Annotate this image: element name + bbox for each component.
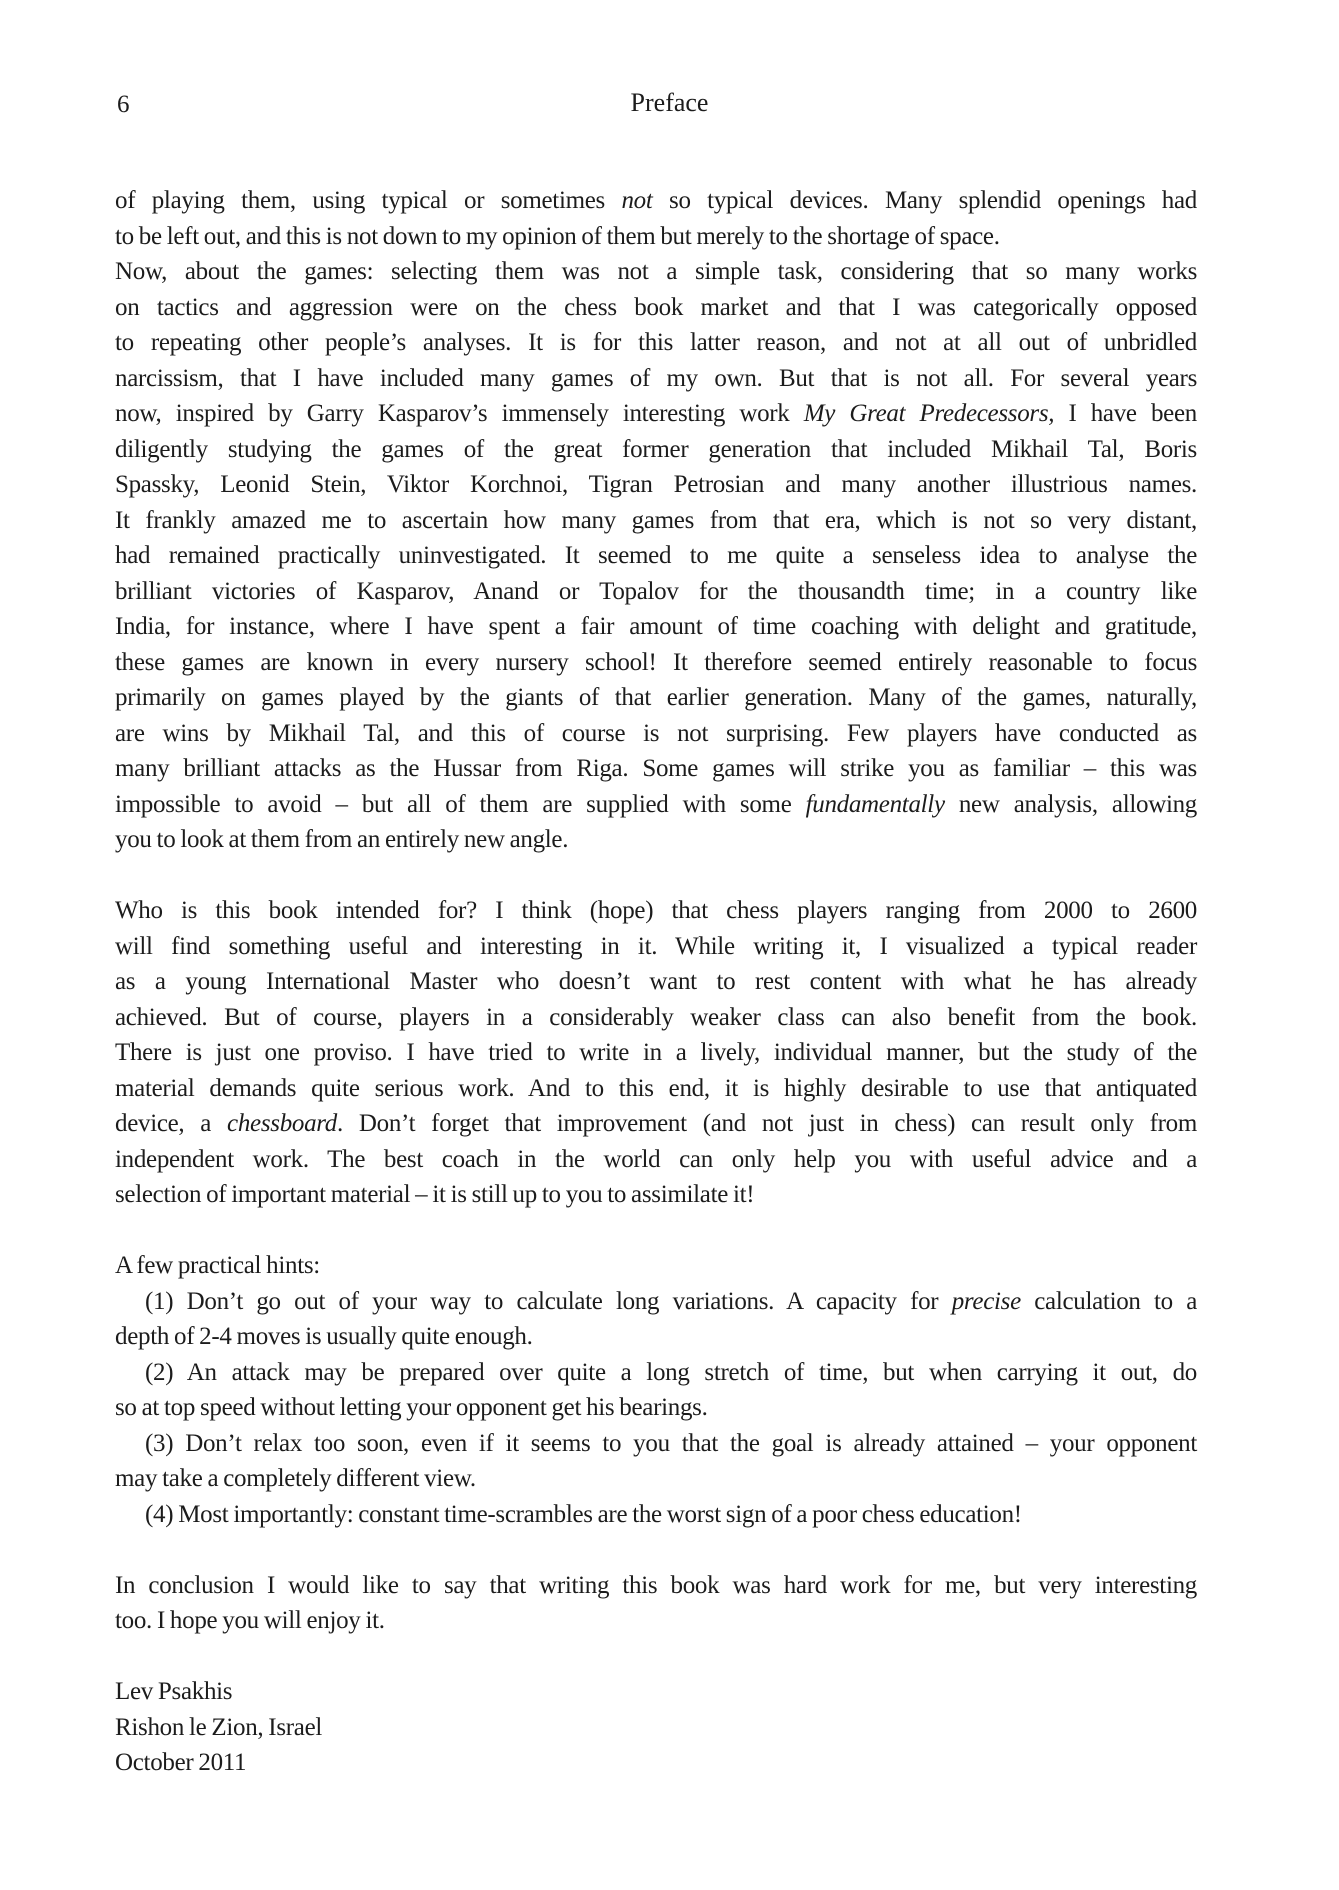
text-segment: Spassky, Leonid Stein, Viktor Korchnoi, Tigran Petrosian and many another illustrious names. <box>115 471 1197 498</box>
text-segment: A few practical hints: <box>115 1252 320 1279</box>
text-segment: In conclusion I would like to say that writing this book was hard work for me, but very interesting <box>115 1571 1197 1599</box>
paragraph-opening <box>115 183 1197 858</box>
text-segment: I have been <box>1054 400 1197 427</box>
text-segment: had remained practically uninvestigated. It seemed to me quite a senseless idea to analyse the <box>115 542 1197 569</box>
text-segment: will find something useful and interesting in it. While writing it, I visualized a typical reader <box>115 932 1197 960</box>
text-line <box>115 361 1197 397</box>
text-segment: diligently studying the games of the great former generation that included Mikhail Tal, Boris <box>115 435 1197 463</box>
text-segment: of playing them, using typical or sometimes <box>115 187 622 214</box>
italic-text: chessboard <box>227 1110 337 1137</box>
paragraph-audience <box>115 893 1197 1213</box>
text-segment: independent work. The best coach in the world can only help you with useful advice and a <box>115 1145 1197 1173</box>
running-header <box>0 88 1339 124</box>
text-line <box>115 1390 1197 1426</box>
text-segment: impossible to avoid – but all of them are supplied with some <box>115 790 806 818</box>
text-line <box>115 1248 1197 1284</box>
text-segment: There is just one proviso. I have tried to write in a lively, individual manner, but the study of the <box>115 1039 1197 1066</box>
text-segment: to be left out, and this is not down to my opinion of them but merely to the shortage of space. <box>115 222 1000 250</box>
text-segment: on tactics and aggression were on the chess book market and that I was categorically opposed <box>115 293 1197 321</box>
text-line <box>115 396 1197 432</box>
text-line <box>115 183 1197 219</box>
text-line <box>115 254 1197 290</box>
text-line <box>115 1745 1197 1781</box>
text-segment: these games are known in every nursery school! It therefore seemed entirely reasonable to focus <box>115 648 1197 676</box>
text-segment: Rishon le Zion, Israel <box>115 1713 323 1741</box>
text-line <box>115 964 1197 1000</box>
text-segment: Who is this book intended for? I think (hope) that chess players ranging from 2000 to 2600 <box>115 897 1197 924</box>
text-line <box>115 1142 1197 1178</box>
page-number: 6 <box>117 91 130 118</box>
text-line <box>115 1319 1197 1355</box>
text-line <box>115 1674 1197 1710</box>
text-segment: primarily on games played by the giants of that earlier generation. Many of the games, naturally, <box>115 684 1197 711</box>
text-line <box>115 219 1197 255</box>
text-line <box>115 645 1197 681</box>
text-line <box>115 751 1197 787</box>
text-segment: depth of 2-4 moves is usually quite enough. <box>115 1323 533 1350</box>
text-line <box>115 1568 1197 1604</box>
text-segment: . Don’t forget that improvement (and not just in chess) can result only from <box>337 1110 1197 1137</box>
text-segment: (1) Don’t go out of your way to calculate long variations. A capacity for <box>145 1287 952 1315</box>
text-segment: you to look at them from an entirely new angle. <box>115 826 569 853</box>
body-text <box>115 183 1197 1781</box>
text-segment: may take a completely different view. <box>115 1465 476 1492</box>
italic-text: fundamentally <box>805 790 945 818</box>
text-line <box>115 1106 1197 1142</box>
text-line <box>115 1000 1197 1036</box>
text-segment: Lev Psakhis <box>115 1678 233 1705</box>
text-segment: to repeating other people’s analyses. It is for this latter reason, and not at all out of unbridled <box>115 329 1197 356</box>
text-segment: device, a <box>115 1110 228 1137</box>
text-segment: many brilliant attacks as the Hussar from Riga. Some games will strike you as familiar – this was <box>115 755 1197 782</box>
paragraph-conclusion <box>115 1568 1197 1639</box>
text-line <box>115 503 1197 539</box>
text-segment: so at top speed without letting your opponent get his bearings. <box>115 1394 708 1421</box>
text-line <box>115 538 1197 574</box>
text-line <box>115 574 1197 610</box>
text-line <box>115 609 1197 645</box>
text-segment: (2) An attack may be prepared over quite a long stretch of time, but when carrying it out, do <box>145 1358 1197 1386</box>
text-segment: (4) Most importantly: constant time-scrambles are the worst sign of a poor chess education! <box>145 1500 1022 1528</box>
text-line <box>115 325 1197 361</box>
text-segment: are wins by Mikhail Tal, and this of course is not surprising. Few players have conducted as <box>115 719 1197 747</box>
text-line <box>115 1603 1197 1639</box>
text-segment: calculation to a <box>1020 1287 1197 1315</box>
text-line <box>115 1710 1197 1746</box>
text-segment: too. I hope you will enjoy it. <box>115 1607 385 1634</box>
text-segment: material demands quite serious work. And to this end, it is highly desirable to use that antiquated <box>115 1074 1197 1102</box>
text-line <box>115 467 1197 503</box>
text-segment: It frankly amazed me to ascertain how many games from that era, which is not so very distant, <box>115 506 1197 534</box>
text-segment: Now, about the games: selecting them was not a simple task, considering that so many works <box>115 258 1197 285</box>
text-line <box>115 893 1197 929</box>
text-line <box>115 1426 1197 1462</box>
text-segment: selection of important material – it is still up to you to assimilate it! <box>115 1181 755 1208</box>
text-line <box>115 1355 1197 1391</box>
text-segment: achieved. But of course, players in a considerably weaker class can also benefit from the book. <box>115 1003 1197 1031</box>
text-segment: India, for instance, where I have spent a fair amount of time coaching with delight and gratitude, <box>115 613 1197 640</box>
text-segment: new analysis, allowing <box>944 790 1197 818</box>
text-line <box>115 1071 1197 1107</box>
text-line <box>115 1035 1197 1071</box>
text-line <box>115 716 1197 752</box>
text-line <box>115 1284 1197 1320</box>
text-line <box>115 1177 1197 1213</box>
italic-text: My Great Predecessors, <box>803 400 1055 427</box>
text-line <box>115 1497 1197 1533</box>
text-segment: so typical devices. Many splendid openings had <box>652 187 1197 214</box>
text-line <box>115 822 1197 858</box>
text-line <box>115 1461 1197 1497</box>
text-line <box>115 432 1197 468</box>
text-line <box>115 787 1197 823</box>
text-segment: now, inspired by Garry Kasparov’s immensely interesting work <box>115 400 804 427</box>
italic-text: not <box>621 187 653 214</box>
text-segment: as a young International Master who doesn’t want to rest content with what he has already <box>115 968 1197 995</box>
text-segment: narcissism, that I have included many games of my own. But that is not all. For several years <box>115 364 1197 392</box>
text-segment: brilliant victories of Kasparov, Anand or Topalov for the thousandth time; in a country like <box>115 577 1197 605</box>
practical-hints <box>115 1248 1197 1532</box>
signature <box>115 1674 1197 1781</box>
text-line <box>115 680 1197 716</box>
text-segment: October 2011 <box>115 1749 247 1776</box>
text-segment: (3) Don’t relax too soon, even if it seems to you that the goal is already attained – your opponent <box>145 1429 1197 1457</box>
text-line <box>115 929 1197 965</box>
header-title: Preface <box>630 88 709 117</box>
text-line <box>115 290 1197 326</box>
italic-text: precise <box>951 1287 1021 1315</box>
